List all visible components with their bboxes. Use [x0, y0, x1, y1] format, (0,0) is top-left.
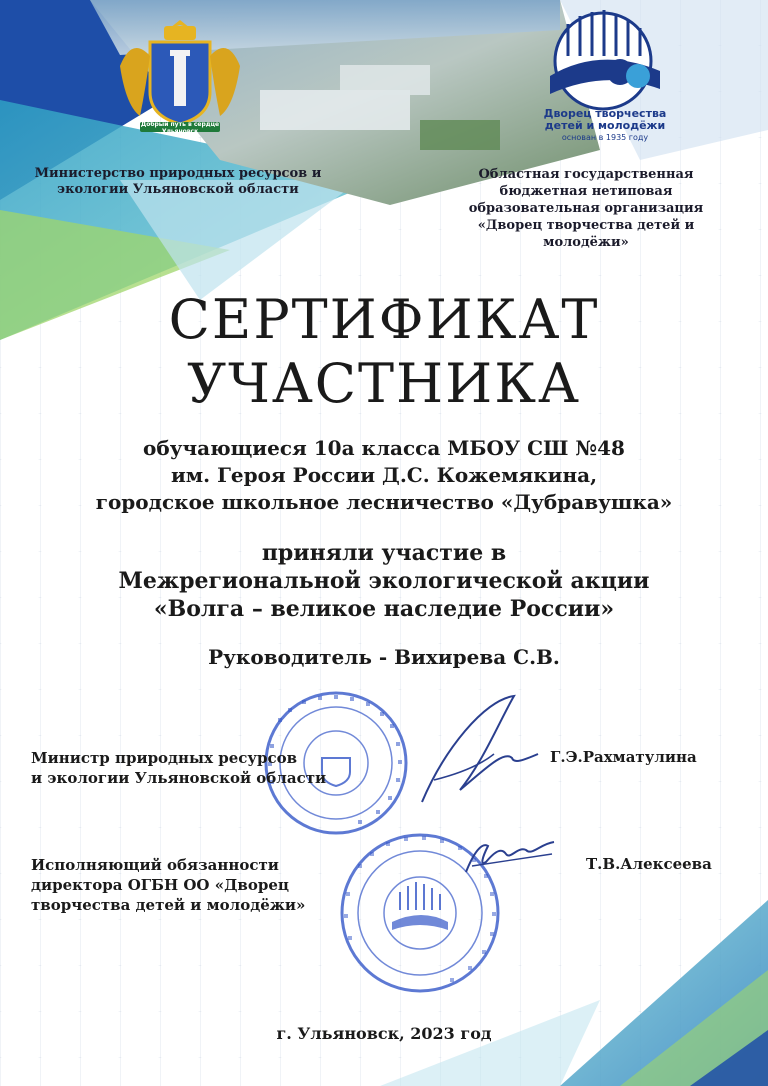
- signature-alekseeva-icon: [462, 832, 562, 882]
- second-position-line1: Исполняющий обязанности: [31, 856, 279, 874]
- left-organization: Министерство природных ресурсов и экологии Ульяновской области: [34, 166, 322, 197]
- first-signer-position: [31, 748, 371, 788]
- triangle-bottom-light: [380, 1000, 600, 1086]
- recipient-line1: обучающиеся 10а класса МБОУ СШ №48: [143, 436, 625, 460]
- first-position-line1: Министр природных ресурсов: [31, 749, 298, 767]
- logo-line1: Дворец творчества: [543, 107, 667, 120]
- signature-rakhmatulina-icon: [414, 690, 544, 820]
- action-line1: приняли участие в: [261, 540, 507, 566]
- leader-line: Руководитель - Вихирева С.В.: [208, 645, 560, 669]
- right-org-line1: Областная государственная: [478, 167, 694, 182]
- coat-motto: Добрый путь в сердце Ульяновск: [140, 121, 220, 135]
- first-position-line2: и экологии Ульяновской области: [31, 769, 327, 787]
- right-org-line3: образовательная организация: [468, 201, 704, 216]
- first-signer-name: Г.Э.Рахматулина: [550, 748, 697, 766]
- action-line2: Межрегиональной экологической акции: [118, 568, 650, 594]
- recipient-line3: городское школьное лесничество «Дубравушка»: [95, 490, 673, 514]
- logo-line2: детей и молодёжи: [544, 119, 666, 132]
- trees: [420, 120, 500, 150]
- certificate-title-line1: СЕРТИФИКАТ: [168, 288, 600, 351]
- certificate-title-line2: УЧАСТНИКА: [187, 352, 581, 415]
- building: [260, 90, 410, 130]
- right-org-line2: бюджетная нетиповая: [499, 184, 673, 199]
- right-org-line5: молодёжи»: [543, 235, 629, 250]
- palace-logo-text: [520, 108, 690, 144]
- logo-line3: основан в 1935 году: [561, 133, 649, 142]
- second-position-line2: директора ОГБН ОО «Дворец: [31, 876, 289, 894]
- footer-decoration: [0, 880, 768, 1086]
- building: [340, 65, 430, 95]
- footer-place-year: г. Ульяновск, 2023 год: [276, 1024, 492, 1043]
- palace-logo-icon: [528, 6, 678, 116]
- second-signer-name: Т.В.Алексеева: [586, 855, 712, 873]
- second-position-line3: творчества детей и молодёжи»: [31, 896, 306, 914]
- action-line3: «Волга – великое наследие России»: [153, 596, 615, 622]
- right-organization: [436, 166, 736, 251]
- recipient-line2: им. Героя России Д.С. Кожемякина,: [170, 463, 598, 487]
- right-org-line4: «Дворец творчества детей и: [477, 218, 695, 233]
